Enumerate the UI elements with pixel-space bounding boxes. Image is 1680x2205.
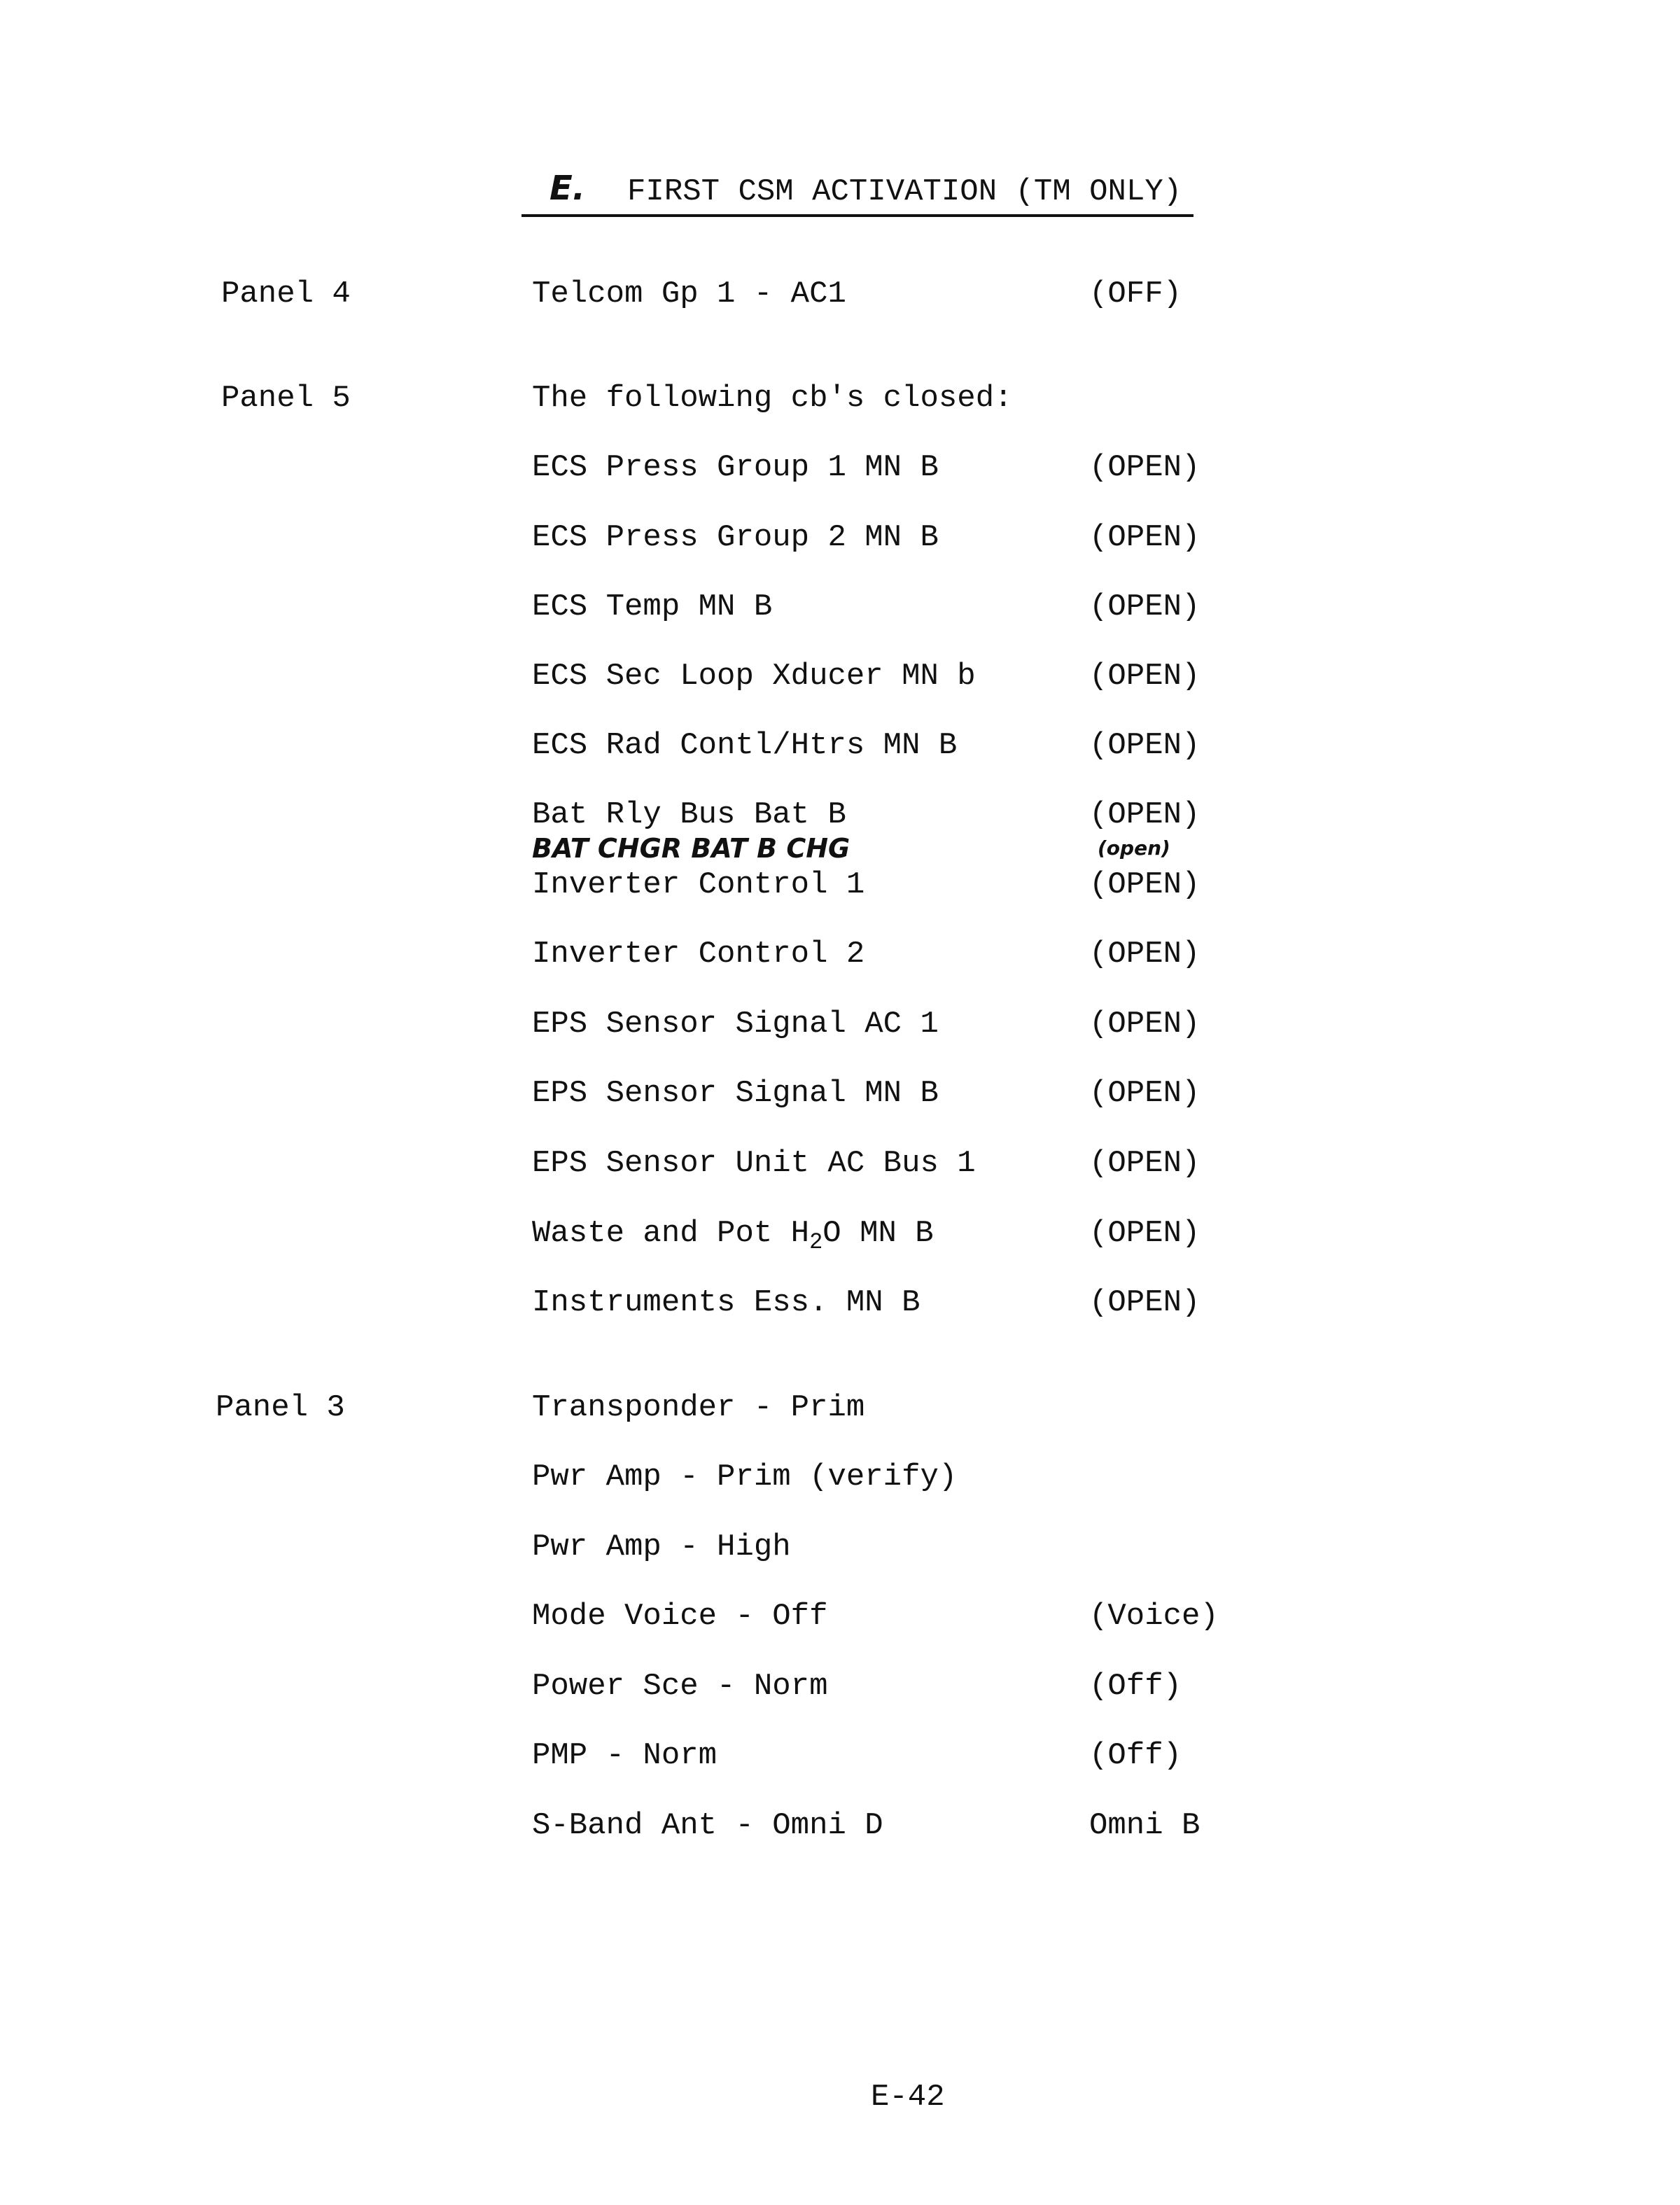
procedure-item: Pwr Amp - Prim (verify)	[532, 1460, 958, 1494]
panel-label-3: Panel 3	[216, 1390, 345, 1425]
procedure-item: ECS Press Group 1 MN B	[532, 450, 939, 485]
procedure-item: PMP - Norm	[532, 1738, 718, 1773]
procedure-item: Pwr Amp - High	[532, 1530, 791, 1564]
procedure-value: (OPEN)	[1089, 520, 1200, 555]
item-text-pre: Waste and Pot H	[532, 1216, 810, 1251]
procedure-item: S-Band Ant - Omni D	[532, 1808, 883, 1843]
procedure-item: Inverter Control 1	[532, 867, 865, 902]
section-letter: E.	[550, 169, 586, 208]
procedure-value: (OPEN)	[1089, 1076, 1200, 1111]
procedure-value: (OFF)	[1089, 276, 1182, 312]
handwritten-annotation-value: (open)	[1098, 836, 1170, 860]
procedure-item: ECS Sec Loop Xducer MN b	[532, 659, 976, 694]
procedure-value: (OPEN)	[1089, 937, 1200, 972]
procedure-value: (OPEN)	[1089, 728, 1200, 763]
procedure-item: Inverter Control 2	[532, 937, 865, 972]
procedure-item: Mode Voice - Off	[532, 1599, 828, 1634]
procedure-value: (OPEN)	[1089, 867, 1200, 902]
procedure-value: (Voice)	[1089, 1599, 1219, 1634]
procedure-item: ECS Rad Contl/Htrs MN B	[532, 728, 958, 763]
procedure-item: Power Sce - Norm	[532, 1669, 828, 1704]
procedure-value: (OPEN)	[1089, 1216, 1200, 1251]
procedure-value: (Off)	[1089, 1669, 1182, 1704]
section-title-text: FIRST CSM ACTIVATION (TM ONLY)	[627, 174, 1182, 209]
procedure-item: EPS Sensor Signal AC 1	[532, 1007, 939, 1042]
item-subscript: 2	[809, 1229, 823, 1255]
procedure-item: ECS Press Group 2 MN B	[532, 520, 939, 555]
page-number: E-42	[871, 2080, 945, 2115]
procedure-value: (OPEN)	[1089, 1285, 1200, 1320]
procedure-value: (OPEN)	[1089, 450, 1200, 485]
procedure-item: EPS Sensor Signal MN B	[532, 1076, 939, 1111]
procedure-item: Instruments Ess. MN B	[532, 1285, 920, 1320]
procedure-value: (OPEN)	[1089, 659, 1200, 694]
procedure-value: (OPEN)	[1089, 1007, 1200, 1042]
procedure-item	[532, 1214, 934, 1253]
procedure-value: Omni B	[1089, 1808, 1200, 1843]
procedure-value: (Off)	[1089, 1738, 1182, 1773]
procedure-value: (OPEN)	[1089, 797, 1200, 832]
section-title	[522, 162, 1194, 217]
procedure-item: Telcom Gp 1 - AC1	[532, 276, 846, 312]
procedure-item: The following cb's closed:	[532, 381, 1013, 416]
item-text-post: O MN B	[822, 1216, 934, 1251]
panel-label-5: Panel 5	[221, 381, 351, 416]
panel-label-4: Panel 4	[221, 276, 351, 312]
procedure-item: ECS Temp MN B	[532, 589, 773, 624]
procedure-value: (OPEN)	[1089, 1146, 1200, 1181]
procedure-item: EPS Sensor Unit AC Bus 1	[532, 1146, 976, 1181]
procedure-value: (OPEN)	[1089, 589, 1200, 624]
handwritten-annotation: BAT CHGR BAT B CHG	[532, 833, 850, 864]
procedure-item: Bat Rly Bus Bat B	[532, 797, 846, 832]
procedure-item: Transponder - Prim	[532, 1390, 865, 1425]
